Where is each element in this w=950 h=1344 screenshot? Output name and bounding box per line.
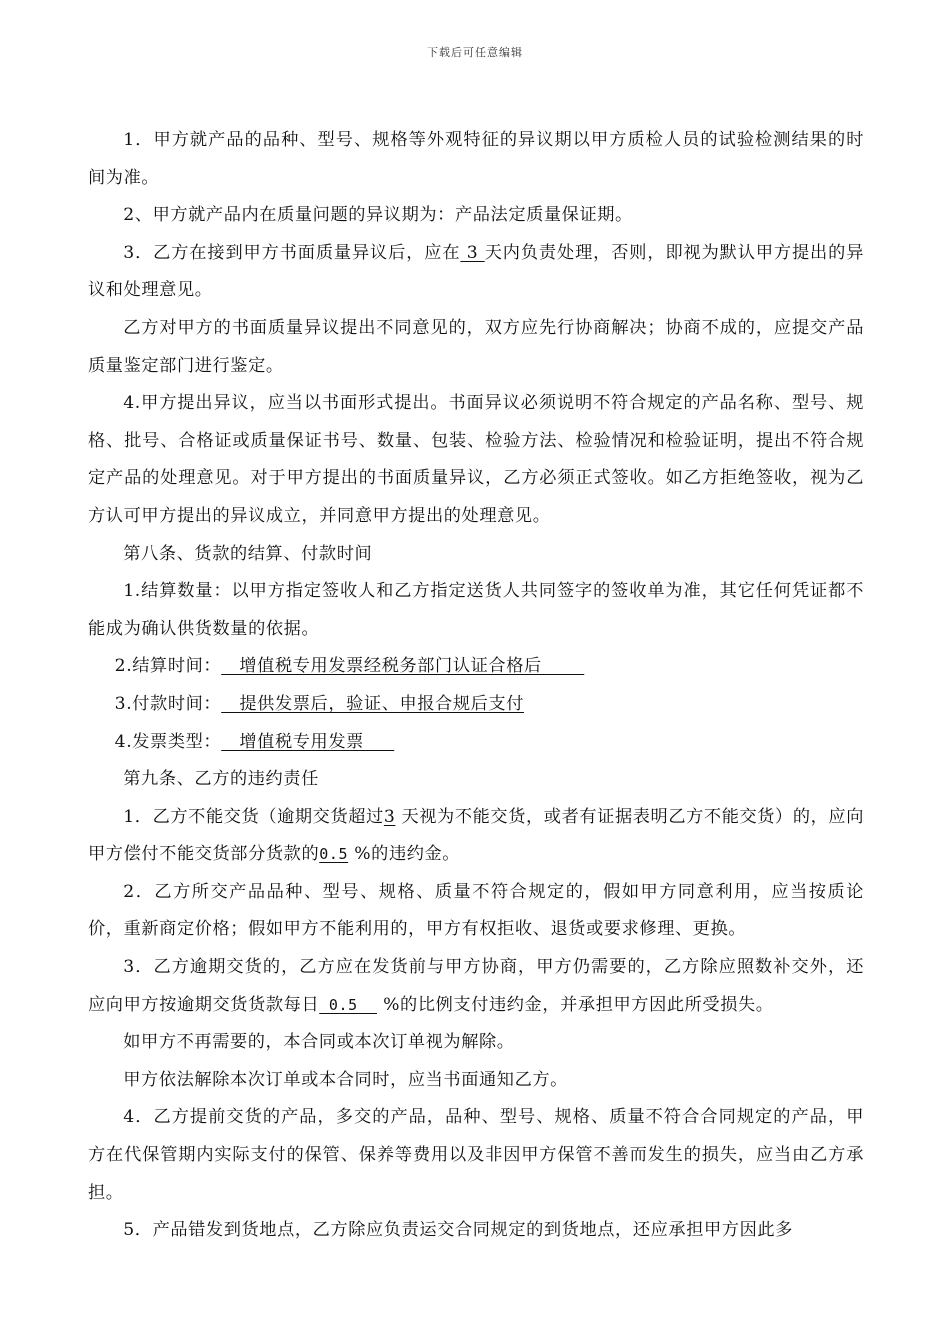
overdue-days-field: 3 (383, 806, 396, 827)
daily-penalty-rate-field: 0.5 (319, 995, 378, 1014)
clause-early-delivery: 4．乙方提前交货的产品，多交的产品，品种、型号、规格、质量不符合合同规定的产品，甲方在代保管期内实际支付的保管、保养等费用以及非因甲方保管不善而发生的损失，应当由乙方承担。 (88, 1107, 864, 1203)
clause-non-delivery: 1．乙方不能交货（逾期交货超过3 天视为不能交货，或者有证据表明乙方不能交货）的，应向甲方偿付不能交货部分货款的0.5 %的违约金。 (88, 806, 865, 865)
page-header: 下载后可任意编辑 (427, 46, 523, 59)
penalty-rate-field: 0.5 (319, 845, 349, 864)
clause-objection-quality: 2、甲方就产品内在质量问题的异议期为：产品法定质量保证期。 (123, 205, 633, 226)
article-8-title: 第八条、货款的结算、付款时间 (123, 543, 373, 564)
invoice-type-field: 增值税专用发票 (221, 731, 395, 752)
clause-termination-notice: 甲方依法解除本次订单或本合同时，应当书面通知乙方。 (123, 1069, 568, 1090)
clause-invoice-type: 4.发票类型： 增值税专用发票 (114, 731, 395, 752)
clause-late-delivery: 3．乙方逾期交货的，乙方应在发货前与甲方协商，甲方仍需要的，乙方除应照数补交外，还应向甲方按逾期交货货款每日 0.5 %的比例支付违约金，并承担甲方因此所受损失。 (88, 957, 864, 1015)
settlement-time-field: 增值税专用发票经税务部门认证合格后 (221, 656, 585, 677)
contract-body (88, 122, 864, 1250)
clause-written-objection: 4.甲方提出异议，应当以书面形式提出。书面异议必须说明不符合规定的产品名称、型号、规格、批号、合格证或质量保证书号、数量、包装、检验方法、检验情况和检验证明，提出不符合规定产品的处理意见。对于甲方提出的书面质量异议，乙方必须正式签收。如乙方拒绝签收，视为乙方认可甲方提出的异议成立，并同意甲方提出的处理意见。 (88, 393, 864, 526)
clause-objection-appearance: 1．甲方就产品的品种、型号、规格等外观特征的异议期以甲方质检人员的试验检测结果的时间为准。 (88, 130, 864, 188)
clause-payment-time: 3.付款时间： 提供发票后，验证、申报合规后支付 (114, 693, 524, 714)
clause-response-deadline: 3．乙方在接到甲方书面质量异议后，应在 3 天内负责处理，否则，即视为默认甲方提出的异议和处理意见。 (88, 242, 864, 301)
clause-nonconforming-goods: 2．乙方所交产品品种、型号、规格、质量不符合规定的，假如甲方同意利用，应当按质论价，重新商定价格；假如甲方不能利用的，甲方有权拒收、退货或要求修理、更换。 (88, 881, 864, 940)
clause-wrong-destination: 5．产品错发到货地点，乙方除应负责运交合同规定的到货地点，还应承担甲方因此多 (123, 1220, 793, 1241)
clause-contract-termination: 如甲方不再需要的，本合同或本次订单视为解除。 (123, 1032, 515, 1053)
clause-settlement-quantity: 1.结算数量：以甲方指定签收人和乙方指定送货人共同签字的签收单为准，其它任何凭证都不能成为确认供货数量的依据。 (88, 581, 864, 639)
payment-time-field: 提供发票后，验证、申报合规后支付 (221, 693, 524, 714)
response-days-field: 3 (460, 242, 485, 263)
clause-settlement-time: 2.结算时间： 增值税专用发票经税务部门认证合格后 (114, 656, 585, 677)
article-9-title: 第九条、乙方的违约责任 (123, 769, 319, 790)
clause-dispute-note: 乙方对甲方的书面质量异议提出不同意见的，双方应先行协商解决；协商不成的，应提交产品质量鉴定部门进行鉴定。 (88, 317, 864, 376)
